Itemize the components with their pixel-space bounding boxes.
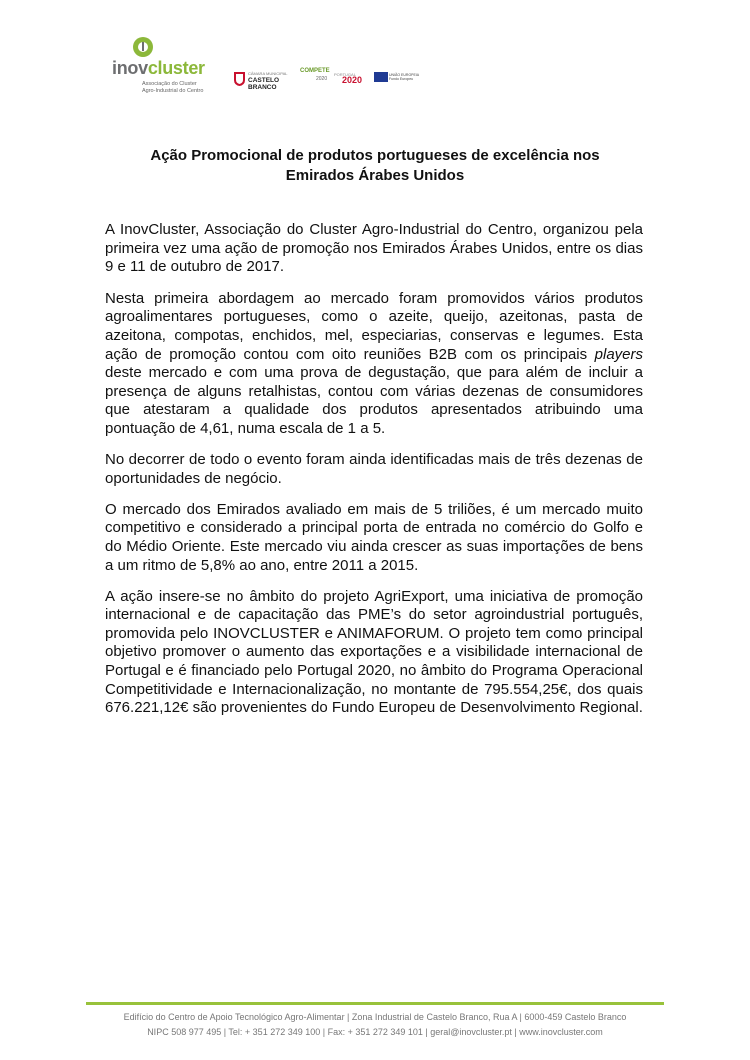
paragraph: No decorrer de todo o evento foram ainda identificadas mais de três dezenas de oportunidades de negócio. <box>105 451 643 487</box>
eu-logo: UNIÃO EUROPEIA Fundo Europeu <box>374 72 404 90</box>
shield-icon <box>234 72 245 86</box>
portugal-2020-logo: PORTUGAL 2020 <box>334 72 363 85</box>
castelo-branco-logo: CÂMARA MUNICIPAL CASTELO BRANCO <box>234 68 294 94</box>
paragraph: Nesta primeira abordagem ao mercado foram promovidos vários produtos agroalimentares portugueses, como o azeite, queijo, azeitonas, pasta de azeitona, compotas, enchidos, mel, especiarias, conservas e legumes. Esta ação de promoção contou com oito reuniões B2B com os principais players deste mercado e com uma prova de degustação, que para além de incluir a presença de alguns retalhistas, contou com várias dezenas de consumidores que atestaram a qualidade dos produtos apresentados atribuindo uma pontuação de 4,61, numa escala de 1 a 5. <box>105 289 643 437</box>
footer <box>86 1010 664 1040</box>
compete-2020-logo: COMPETE 2020 <box>300 68 330 82</box>
document-title: Ação Promocional de produtos portugueses de excelência nos Emirados Árabes Unidos <box>150 147 600 184</box>
paragraph: A ação insere-se no âmbito do projeto AgriExport, uma iniciativa de promoção internacional e de capacitação das PME’s do setor agroindustrial português, promovida pelo INOVCLUSTER e ANIMAFORUM. O projeto tem como principal objetivo promover o aumento das exportações e a visibilidade internacional de Portugal e é financiado pelo Portugal 2020, no âmbito do Programa Operacional Competitividade e Internacionalização, no montante de 795.554,25€, dos quais 676.221,12€ são provenientes do Fundo Europeu de Desenvolvimento Regional. <box>105 587 643 717</box>
footer-address: Edifício do Centro de Apoio Tecnológico Agro-Alimentar | Zona Industrial de Castelo Branco, Rua A | 6000-459 Castelo Branco <box>123 1012 627 1022</box>
eu-flag-icon <box>374 72 388 82</box>
brand-name: inovcluster <box>112 58 205 78</box>
document-body <box>105 221 643 730</box>
footer-contacts: NIPC 508 977 495 | Tel: + 351 272 349 100 | Fax: + 351 272 349 101 | geral@inovcluster.pt | www.inovcluster.com <box>147 1027 603 1037</box>
inovcluster-logo <box>112 36 222 96</box>
brand-tagline: Associação do Cluster Agro-Industrial do Centro <box>142 81 204 94</box>
paragraph: A InovCluster, Associação do Cluster Agro-Industrial do Centro, organizou pela primeira vez uma ação de promoção nos Emirados Árabes Unidos, entre os dias 9 e 11 de outubro de 2017. <box>105 221 643 276</box>
footer-divider <box>86 1002 664 1005</box>
paragraph: O mercado dos Emirados avaliado em mais de 5 triliões, é um mercado muito competitivo e considerado a principal porta de entrada no comércio do Golfo e do Médio Oriente. Este mercado viu ainda crescer as suas importações de bens a um ritmo de 5,8% ao ano, entre 2011 a 2015. <box>105 500 643 574</box>
